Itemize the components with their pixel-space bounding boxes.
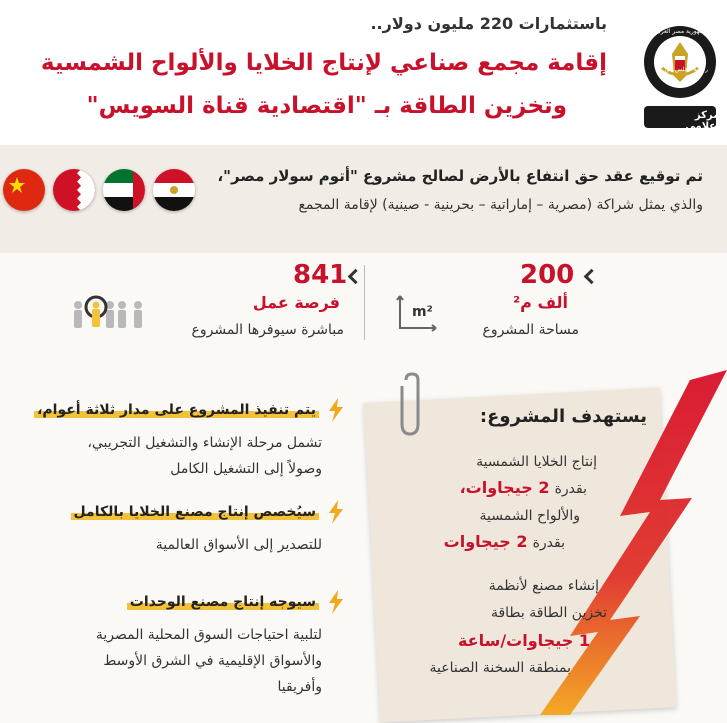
stats-divider — [364, 265, 365, 340]
intro-line2: والذي يمثل شراكة (مصرية – إماراتية – بحرينية - صينية) لإقامة المجمع — [298, 197, 703, 213]
card-line8: بمنطقة السخنة الصناعية — [429, 660, 571, 676]
bullet-1-line2: وصولاً إلى التشغيل الكامل — [170, 461, 322, 477]
card-line6: تخزين الطاقة بطاقة — [490, 605, 607, 621]
area-icon-label: m² — [412, 304, 433, 320]
card-line2: بقدرة 2 جيجاوات، — [459, 478, 587, 497]
stat-area-desc: مساحة المشروع — [482, 322, 579, 338]
intro-band — [0, 145, 727, 253]
card-line4: بقدرة 2 جيجاوات — [443, 532, 565, 551]
workforce-search-icon — [70, 295, 150, 335]
bolt-icon — [327, 500, 345, 524]
intro-line1: تم توقيع عقد حق انتفاع بالأرض لصالح مشروع "أتوم سولار مصر"، — [217, 167, 703, 185]
stat-jobs-unit: فرصة عمل — [252, 293, 340, 312]
bullet-1-title: يتم تنفيذ المشروع على مدار ثلاثة أعوام، — [34, 402, 319, 418]
header-subtitle: باستثمارات 220 مليون دولار.. — [370, 14, 607, 33]
stat-area-value: 200 — [520, 260, 575, 290]
card-line5: إنشاء مصنع لأنظمة — [488, 578, 599, 594]
stat-jobs-desc: مباشرة سيوفرها المشروع — [191, 322, 344, 338]
header — [0, 0, 727, 145]
chevron-icon — [348, 269, 364, 285]
page-title-line2: وتخزين الطاقة بـ "اقتصادية قناة السويس" — [86, 93, 567, 119]
uae-flag-icon — [103, 169, 145, 211]
stat-jobs-value: 841 — [293, 260, 348, 290]
bullet-2-title: سيُخصص إنتاج مصنع الخلايا بالكامل — [71, 504, 319, 520]
bullet-1-line1: تشمل مرحلة الإنشاء والتشغيل التجريبي، — [87, 435, 322, 451]
card-line1: إنتاج الخلايا الشمسية — [476, 454, 597, 470]
stat-area-unit: ألف م² — [513, 293, 568, 312]
bullet-2-line1: للتصدير إلى الأسواق العالمية — [155, 537, 322, 553]
bullet-3-line3: وأفريقيا — [277, 679, 322, 695]
logo-text-mid: رئاسة مجلس الوزراء — [656, 66, 709, 73]
page-title-line1: إقامة مجمع صناعي لإنتاج الخلايا والألواح الشمسية — [40, 50, 607, 76]
bolt-icon — [327, 398, 345, 422]
bullet-3-line2: والأسواق الإقليمية في الشرق الأوسط — [103, 653, 322, 669]
logo-text-top: جمهورية مصر العربية — [654, 28, 707, 35]
bullet-3-line1: لتلبية احتياجات السوق المحلية المصرية — [95, 627, 322, 643]
china-flag-icon — [3, 169, 45, 211]
bullet-3-title: سيوجه إنتاج مصنع الوحدات — [127, 594, 319, 610]
logo-text-bottom: المركز الإعلامي — [685, 110, 727, 132]
card-line3: والألواح الشمسية — [479, 508, 580, 524]
bahrain-flag-icon — [53, 169, 95, 211]
paper-clip-icon — [392, 372, 438, 442]
chevron-icon — [584, 269, 600, 285]
bolt-icon — [327, 590, 345, 614]
egypt-flag-icon — [153, 169, 195, 211]
card-line7: 1 جيجاوات/ساعة — [457, 631, 590, 650]
card-title: يستهدف المشروع: — [479, 406, 647, 427]
